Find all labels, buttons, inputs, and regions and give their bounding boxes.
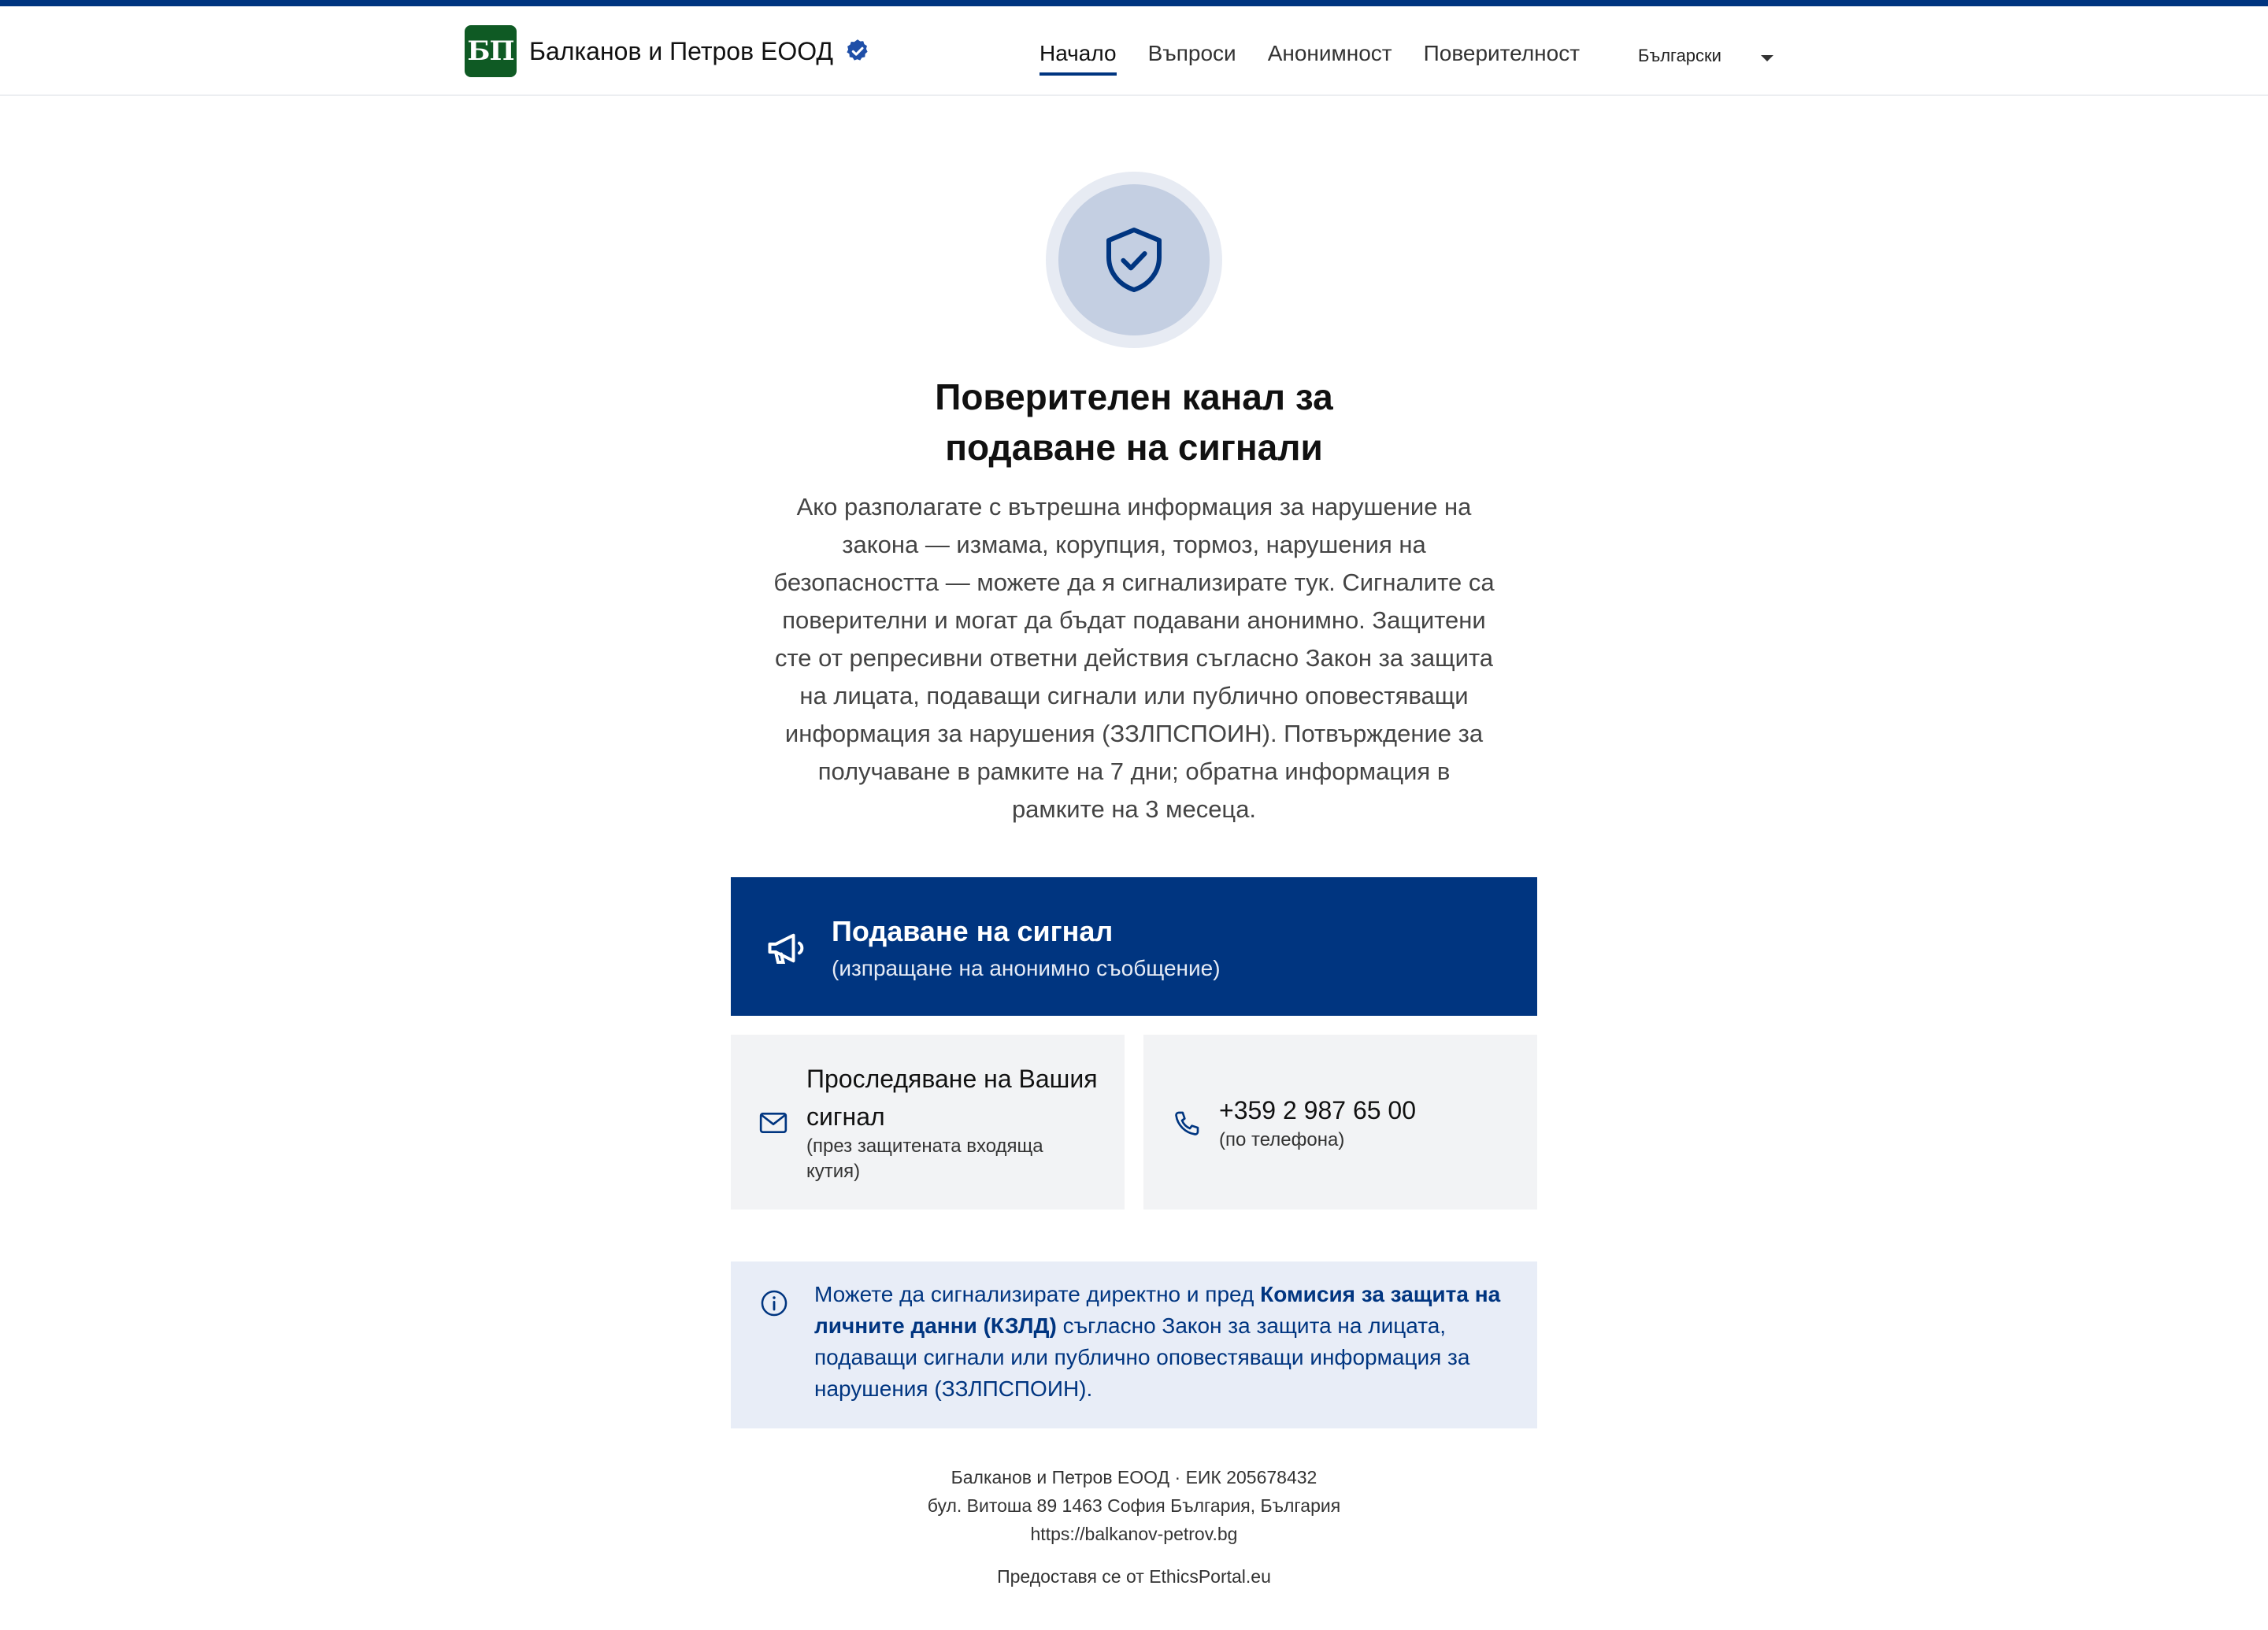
notice-text-before: Можете да сигнализирате директно и пред [814,1282,1261,1306]
notice-text [814,1279,1507,1405]
brand[interactable] [465,25,871,77]
page-title-line-1: Поверителен канал за [935,376,1333,417]
footer-company: Балканов и Петров ЕООД · ЕИК 205678432 [951,1467,1317,1487]
submit-report-subtitle: (изпращане на анонимно съобщение) [832,956,1221,980]
kzld-link[interactable]: Комисия за защита на личните данни (КЗЛД) [814,1282,1501,1338]
footer-website-link[interactable]: https://balkanov-petrov.bg [1030,1524,1238,1544]
site-header [0,6,2268,96]
page-title-line-2: подаване на сигнали [945,427,1323,468]
hero-badge [1046,172,1222,348]
main-nav [1040,41,1611,76]
site-footer [0,1463,2268,1591]
track-report-title: Проследяване на Вашия сигнал [806,1065,1098,1131]
intro-text: Ако разполагате с вътрешна информация за нарушение на закона — измама, корупция, тормоз, нарушения на безопасността — можете да я сигнализирате тук. Сигналите са поверителни и могат да бъдат подавани анонимно. Защитени сте от репресивни ответни действия съгласно Закон за защита на лицата, подаващи сигнали или публично оповестяващи информация за нарушения (ЗЗЛПСПОИН). Потвърждение за получаване в рамките на 7 дни; обратна информация в рамките на 3 месеца. [773,493,1495,823]
nav-item-home[interactable]: Начало [1040,41,1117,76]
language-select[interactable]: Български [1638,46,1721,65]
verified-badge-icon [844,38,871,65]
footer-address: бул. Витоша 89 1463 София България, България [927,1495,1341,1516]
megaphone-icon [764,924,811,972]
company-name: Балканов и Петров ЕООД [529,36,834,65]
nav-item-privacy[interactable]: Поверителност [1423,41,1581,65]
phone-icon [1170,1109,1202,1140]
external-reporting-notice [731,1261,1537,1428]
phone-report-card[interactable] [1143,1035,1537,1210]
track-report-card[interactable] [731,1035,1125,1210]
company-logo: БП [465,25,517,77]
submit-report-button[interactable] [731,877,1537,1016]
notice-text-after: съгласно Закон за защита на лицата, подаващи сигнали или публично оповестяващи информация за нарушения (ЗЗЛПСПОИН). [814,1313,1470,1401]
top-accent-bar [0,0,2268,6]
shield-check-icon [1096,222,1172,298]
track-report-subtitle: (през защитената входяща кутия) [806,1135,1043,1182]
page-title [0,372,2268,472]
chevron-down-icon[interactable] [1761,55,1773,61]
phone-subtitle: (по телефона) [1219,1129,1345,1150]
info-icon [759,1288,789,1318]
nav-item-faq[interactable]: Въпроси [1147,41,1236,65]
envelope-icon [758,1107,789,1139]
submit-report-title: Подаване на сигнал [832,915,1114,947]
footer-powered-by[interactable]: Предоставя се от EthicsPortal.eu [997,1566,1271,1587]
nav-item-anonymity[interactable]: Анонимност [1267,41,1392,65]
phone-number: +359 2 987 65 00 [1219,1096,1417,1124]
